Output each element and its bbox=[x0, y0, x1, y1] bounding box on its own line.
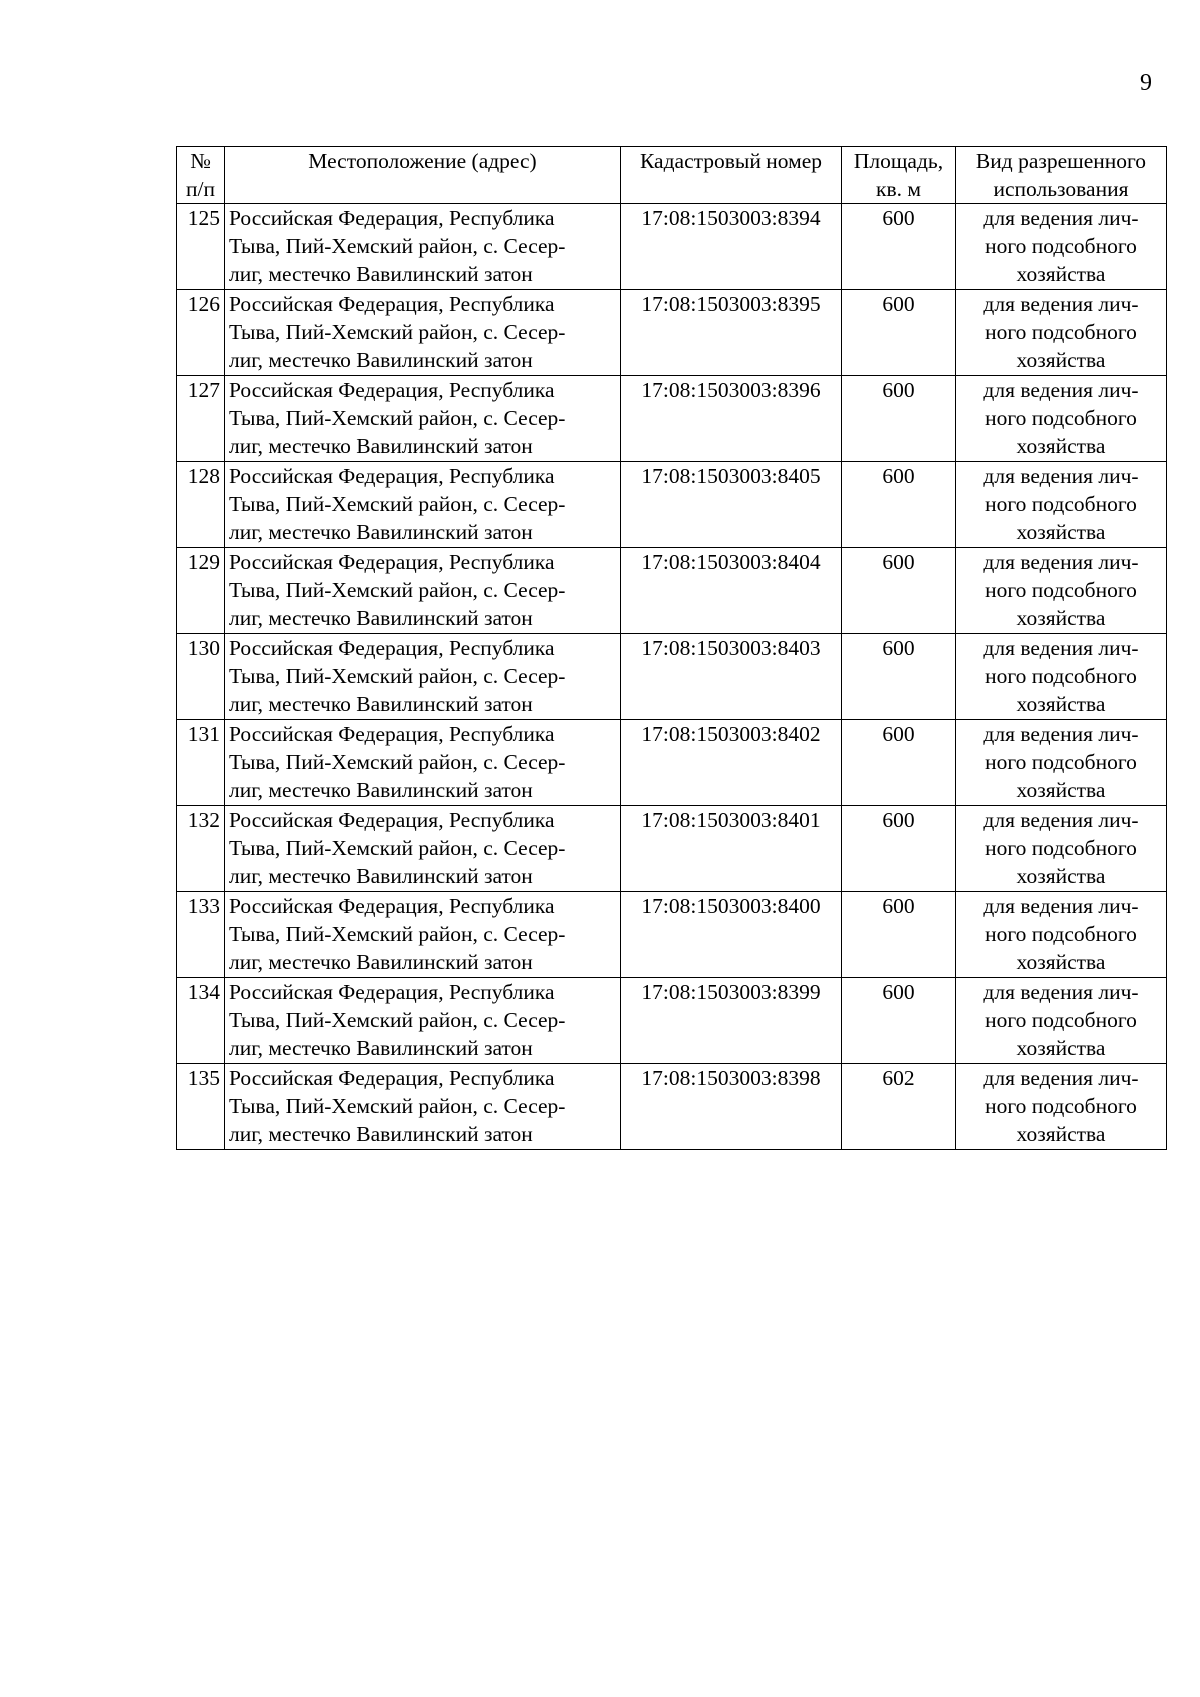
permitted-use-line: ного подсобного bbox=[985, 320, 1137, 344]
area-cell bbox=[842, 462, 956, 548]
area-cell bbox=[842, 204, 956, 290]
address-cell bbox=[225, 806, 621, 892]
cadastral-cell bbox=[621, 376, 842, 462]
cadastral-number: 17:08:1503003:8395 bbox=[641, 292, 821, 316]
permitted-use-line: хозяйства bbox=[1016, 778, 1106, 802]
permitted-use-line: ного подсобного bbox=[985, 234, 1137, 258]
address-line: Российская Федерация, Республика bbox=[229, 378, 555, 402]
header-cadastral bbox=[621, 147, 842, 204]
table-row bbox=[177, 978, 1167, 1064]
cadastral-cell bbox=[621, 204, 842, 290]
row-number: 129 bbox=[187, 550, 220, 574]
header-num-line-1: № bbox=[190, 149, 211, 173]
permitted-use-line: ного подсобного bbox=[985, 1008, 1137, 1032]
address-cell bbox=[225, 634, 621, 720]
permitted-use-line: для ведения лич- bbox=[983, 550, 1139, 574]
address-line: Тыва, Пий-Хемский район, с. Сесер- bbox=[229, 1008, 566, 1032]
table-row bbox=[177, 462, 1167, 548]
address-line: лиг, местечко Вавилинский затон bbox=[229, 692, 533, 716]
address-line: Тыва, Пий-Хемский район, с. Сесер- bbox=[229, 750, 566, 774]
address-line: Тыва, Пий-Хемский район, с. Сесер- bbox=[229, 922, 566, 946]
permitted-use-line: хозяйства bbox=[1016, 692, 1106, 716]
address-line: Российская Федерация, Республика bbox=[229, 292, 555, 316]
permitted-use-cell bbox=[956, 204, 1167, 290]
address-line: Российская Федерация, Республика bbox=[229, 206, 555, 230]
address-line: Тыва, Пий-Хемский район, с. Сесер- bbox=[229, 492, 566, 516]
table-row bbox=[177, 1064, 1167, 1150]
permitted-use-cell bbox=[956, 634, 1167, 720]
row-number-cell bbox=[177, 204, 225, 290]
address-cell bbox=[225, 978, 621, 1064]
permitted-use-line: для ведения лич- bbox=[983, 722, 1139, 746]
permitted-use-line: хозяйства bbox=[1016, 434, 1106, 458]
address-line: Тыва, Пий-Хемский район, с. Сесер- bbox=[229, 1094, 566, 1118]
address-line: Тыва, Пий-Хемский район, с. Сесер- bbox=[229, 406, 566, 430]
row-number: 132 bbox=[187, 808, 220, 832]
page-number: 9 bbox=[1140, 70, 1152, 96]
permitted-use-line: для ведения лич- bbox=[983, 894, 1139, 918]
cadastral-cell bbox=[621, 548, 842, 634]
permitted-use-line: ного подсобного bbox=[985, 492, 1137, 516]
table-row bbox=[177, 806, 1167, 892]
address-line: Российская Федерация, Республика bbox=[229, 1066, 555, 1090]
address-line: Российская Федерация, Республика bbox=[229, 722, 555, 746]
area-cell bbox=[842, 290, 956, 376]
permitted-use-line: ного подсобного bbox=[985, 578, 1137, 602]
permitted-use-cell bbox=[956, 1064, 1167, 1150]
table-row bbox=[177, 290, 1167, 376]
permitted-use-line: ного подсобного bbox=[985, 1094, 1137, 1118]
cadastral-number: 17:08:1503003:8402 bbox=[641, 722, 821, 746]
row-number: 133 bbox=[187, 894, 220, 918]
area-cell bbox=[842, 548, 956, 634]
area-cell bbox=[842, 892, 956, 978]
permitted-use-line: ного подсобного bbox=[985, 664, 1137, 688]
row-number: 131 bbox=[187, 722, 220, 746]
row-number-cell bbox=[177, 634, 225, 720]
cadastral-cell bbox=[621, 462, 842, 548]
area-value: 600 bbox=[882, 722, 915, 746]
address-line: лиг, местечко Вавилинский затон bbox=[229, 434, 533, 458]
table-row bbox=[177, 376, 1167, 462]
header-cadastral-label: Кадастровый номер bbox=[639, 149, 822, 173]
permitted-use-line: ного подсобного bbox=[985, 836, 1137, 860]
header-area bbox=[842, 147, 956, 204]
cadastral-number: 17:08:1503003:8404 bbox=[641, 550, 821, 574]
cadastral-number: 17:08:1503003:8396 bbox=[641, 378, 821, 402]
cadastral-cell bbox=[621, 978, 842, 1064]
header-use bbox=[956, 147, 1167, 204]
header-area-line-1: Площадь, bbox=[853, 149, 944, 173]
header-row bbox=[177, 147, 1167, 204]
row-number: 128 bbox=[187, 464, 220, 488]
land-plots-table bbox=[176, 146, 1167, 1150]
permitted-use-line: ного подсобного bbox=[985, 406, 1137, 430]
address-line: Тыва, Пий-Хемский район, с. Сесер- bbox=[229, 836, 566, 860]
permitted-use-cell bbox=[956, 892, 1167, 978]
permitted-use-line: хозяйства bbox=[1016, 864, 1106, 888]
address-cell bbox=[225, 1064, 621, 1150]
permitted-use-line: для ведения лич- bbox=[983, 464, 1139, 488]
area-value: 600 bbox=[882, 550, 915, 574]
row-number-cell bbox=[177, 548, 225, 634]
address-line: лиг, местечко Вавилинский затон bbox=[229, 348, 533, 372]
cadastral-number: 17:08:1503003:8401 bbox=[641, 808, 821, 832]
address-line: Российская Федерация, Республика bbox=[229, 808, 555, 832]
address-line: Российская Федерация, Республика bbox=[229, 894, 555, 918]
area-cell bbox=[842, 806, 956, 892]
address-line: Российская Федерация, Республика bbox=[229, 464, 555, 488]
row-number: 126 bbox=[187, 292, 220, 316]
permitted-use-cell bbox=[956, 720, 1167, 806]
row-number-cell bbox=[177, 462, 225, 548]
address-line: лиг, местечко Вавилинский затон bbox=[229, 778, 533, 802]
area-value: 600 bbox=[882, 378, 915, 402]
row-number-cell bbox=[177, 290, 225, 376]
cadastral-cell bbox=[621, 1064, 842, 1150]
address-line: лиг, местечко Вавилинский затон bbox=[229, 1122, 533, 1146]
area-value: 600 bbox=[882, 206, 915, 230]
area-cell bbox=[842, 978, 956, 1064]
table-header bbox=[177, 147, 1167, 204]
permitted-use-cell bbox=[956, 806, 1167, 892]
permitted-use-line: для ведения лич- bbox=[983, 1066, 1139, 1090]
cadastral-number: 17:08:1503003:8398 bbox=[641, 1066, 821, 1090]
area-cell bbox=[842, 376, 956, 462]
permitted-use-cell bbox=[956, 978, 1167, 1064]
permitted-use-cell bbox=[956, 462, 1167, 548]
permitted-use-cell bbox=[956, 290, 1167, 376]
address-line: лиг, местечко Вавилинский затон bbox=[229, 520, 533, 544]
header-address bbox=[225, 147, 621, 204]
table-row bbox=[177, 892, 1167, 978]
address-cell bbox=[225, 892, 621, 978]
address-line: лиг, местечко Вавилинский затон bbox=[229, 262, 533, 286]
row-number: 134 bbox=[187, 980, 220, 1004]
cadastral-cell bbox=[621, 290, 842, 376]
area-value: 602 bbox=[882, 1066, 915, 1090]
row-number-cell bbox=[177, 806, 225, 892]
permitted-use-line: хозяйства bbox=[1016, 262, 1106, 286]
permitted-use-line: хозяйства bbox=[1016, 520, 1106, 544]
address-line: лиг, местечко Вавилинский затон bbox=[229, 950, 533, 974]
row-number: 125 bbox=[187, 206, 220, 230]
area-value: 600 bbox=[882, 808, 915, 832]
permitted-use-line: для ведения лич- bbox=[983, 980, 1139, 1004]
area-value: 600 bbox=[882, 292, 915, 316]
permitted-use-line: хозяйства bbox=[1016, 1122, 1106, 1146]
cadastral-number: 17:08:1503003:8403 bbox=[641, 636, 821, 660]
area-cell bbox=[842, 634, 956, 720]
permitted-use-line: хозяйства bbox=[1016, 1036, 1106, 1060]
header-num bbox=[177, 147, 225, 204]
row-number-cell bbox=[177, 376, 225, 462]
area-cell bbox=[842, 720, 956, 806]
area-cell bbox=[842, 1064, 956, 1150]
table-row bbox=[177, 720, 1167, 806]
permitted-use-line: хозяйства bbox=[1016, 950, 1106, 974]
cadastral-cell bbox=[621, 806, 842, 892]
table-row bbox=[177, 634, 1167, 720]
row-number: 130 bbox=[187, 636, 220, 660]
permitted-use-line: для ведения лич- bbox=[983, 378, 1139, 402]
permitted-use-cell bbox=[956, 376, 1167, 462]
area-value: 600 bbox=[882, 894, 915, 918]
permitted-use-line: для ведения лич- bbox=[983, 206, 1139, 230]
table-body bbox=[177, 204, 1167, 1150]
address-line: Российская Федерация, Республика bbox=[229, 980, 555, 1004]
address-line: лиг, местечко Вавилинский затон bbox=[229, 606, 533, 630]
address-cell bbox=[225, 376, 621, 462]
address-line: лиг, местечко Вавилинский затон bbox=[229, 864, 533, 888]
row-number: 127 bbox=[187, 378, 220, 402]
permitted-use-line: для ведения лич- bbox=[983, 292, 1139, 316]
area-value: 600 bbox=[882, 636, 915, 660]
address-cell bbox=[225, 290, 621, 376]
permitted-use-line: хозяйства bbox=[1016, 348, 1106, 372]
cadastral-number: 17:08:1503003:8405 bbox=[641, 464, 821, 488]
row-number-cell bbox=[177, 720, 225, 806]
address-line: Тыва, Пий-Хемский район, с. Сесер- bbox=[229, 320, 566, 344]
address-line: Российская Федерация, Республика bbox=[229, 636, 555, 660]
address-line: лиг, местечко Вавилинский затон bbox=[229, 1036, 533, 1060]
address-line: Тыва, Пий-Хемский район, с. Сесер- bbox=[229, 664, 566, 688]
row-number-cell bbox=[177, 892, 225, 978]
address-cell bbox=[225, 462, 621, 548]
cadastral-number: 17:08:1503003:8399 bbox=[641, 980, 821, 1004]
permitted-use-line: для ведения лич- bbox=[983, 636, 1139, 660]
permitted-use-cell bbox=[956, 548, 1167, 634]
address-cell bbox=[225, 548, 621, 634]
address-cell bbox=[225, 204, 621, 290]
header-area-line-2: кв. м bbox=[876, 177, 921, 201]
header-use-line-2: использования bbox=[993, 177, 1129, 201]
address-cell bbox=[225, 720, 621, 806]
cadastral-cell bbox=[621, 634, 842, 720]
row-number-cell bbox=[177, 978, 225, 1064]
area-value: 600 bbox=[882, 464, 915, 488]
header-num-line-2: п/п bbox=[186, 177, 215, 201]
row-number: 135 bbox=[187, 1066, 220, 1090]
address-line: Российская Федерация, Республика bbox=[229, 550, 555, 574]
permitted-use-line: ного подсобного bbox=[985, 922, 1137, 946]
permitted-use-line: хозяйства bbox=[1016, 606, 1106, 630]
header-use-line-1: Вид разрешенного bbox=[975, 149, 1147, 173]
cadastral-number: 17:08:1503003:8394 bbox=[641, 206, 821, 230]
row-number-cell bbox=[177, 1064, 225, 1150]
table-row bbox=[177, 548, 1167, 634]
cadastral-cell bbox=[621, 720, 842, 806]
permitted-use-line: для ведения лич- bbox=[983, 808, 1139, 832]
area-value: 600 bbox=[882, 980, 915, 1004]
cadastral-cell bbox=[621, 892, 842, 978]
cadastral-number: 17:08:1503003:8400 bbox=[641, 894, 821, 918]
address-line: Тыва, Пий-Хемский район, с. Сесер- bbox=[229, 234, 566, 258]
table-row bbox=[177, 204, 1167, 290]
address-line: Тыва, Пий-Хемский район, с. Сесер- bbox=[229, 578, 566, 602]
permitted-use-line: ного подсобного bbox=[985, 750, 1137, 774]
header-address-label: Местоположение (адрес) bbox=[308, 149, 537, 173]
